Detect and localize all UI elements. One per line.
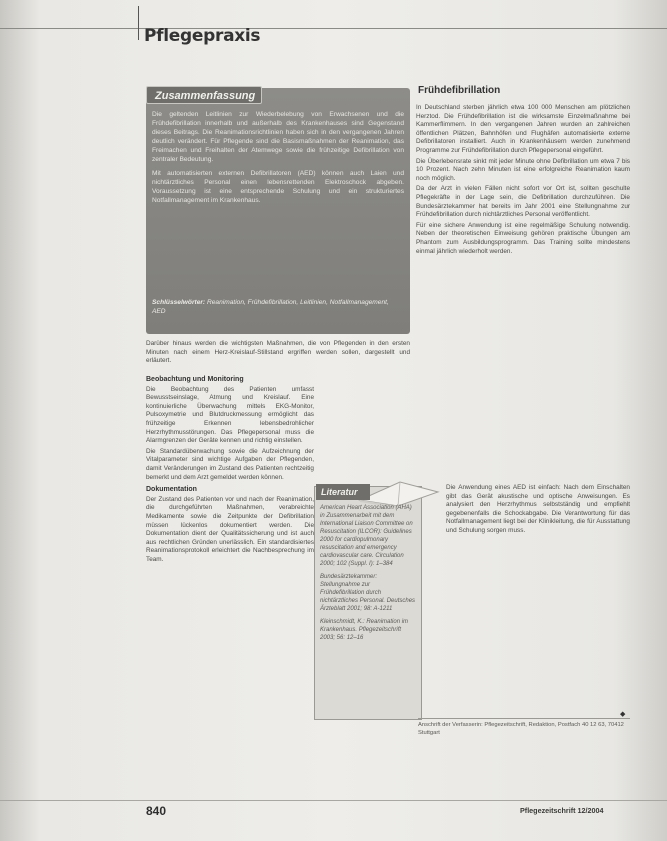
summary-paragraph: Mit automatisierten externen Defibrillatoren (AED) können auch Laien und nichtärztliches Personal einen lebensrettenden Elektroschock abgeben. Voraussetzung ist eine entsprechende Schulung und ein strukturiertes Notfallmanagement im Krankenhaus. (152, 170, 404, 204)
summary-text (152, 110, 404, 210)
summary-paragraph: Die geltenden Leitlinien zur Wiederbelebung von Erwachsenen und die Frühdefibrillation innerhalb und außerhalb des Krankenhauses sind Gegenstand dieses Beitrags. Die Reanimationsrichtlinien haben sich in den vergangenen Jahren deutlich verändert. Für Pflegende sind die Basismaßnahmen der Reanimation, das Freimachen und Freihalten der Atemwege sowie die frühzeitige Defibrillation von zentraler Bedeutung. (152, 111, 404, 163)
header-vertical-rule (138, 6, 139, 40)
paragraph: Für eine sichere Anwendung ist eine regelmäßige Schulung notwendig. Neben der theoretischen Einweisung gehören praktische Übungen am Phantom zum Ausbildungsprogramm. Das Training sollte mindestens einmal jährlich wiederholt werden. (416, 221, 630, 255)
keywords-list: Reanimation, Frühdefibrillation, Leitlinien, Notfallmanagement, AED (152, 299, 389, 315)
heading-documentation: Dokumentation (146, 486, 197, 494)
left-column (146, 372, 314, 566)
left-intro (146, 340, 410, 368)
header-rule (0, 28, 667, 29)
left-intro-text: Darüber hinaus werden die wichtigsten Maßnahmen, die von Pflegenden in den ersten Minuten nach einem Herz-Kreislauf-Stillstand ergriffen werden sollen, dargestellt und erläutert. (146, 340, 410, 365)
paragraph: Der Zustand des Patienten vor und nach der Reanimation, die durchgeführten Maßnahmen, verabreichte Medikamente sowie die Zeitpunkte der Defibrillation müssen lückenlos dokumentiert werden. Die Dokumentation dient der Qualitätssicherung und ist auch aus rechtlichen Gründen unerlässlich. Ein standardisiertes Reanimationsprotokoll erleichtert die Nachbesprechung im Team. (146, 495, 314, 563)
keywords (152, 298, 402, 316)
keywords-label: Schlüsselwörter: (152, 299, 206, 306)
page-number: 840 (146, 804, 167, 818)
paragraph: Die Beobachtung des Patienten umfasst Bewusstseinslage, Atmung und Kreislauf. Eine kontinuierliche Überwachung mittels EKG-Monitor, Pulsoxymetrie und Blutdruckmessung ermöglicht das frühzeitige Erkennen lebensbedrohlicher Herzrhythmusstörungen. Das Pflegepersonal muss die Alarmgrenzen der Geräte kennen und richtig einstellen. (146, 385, 314, 445)
summary-label: Zusammenfassung (146, 86, 262, 104)
paragraph: Die Anwendung eines AED ist einfach: Nach dem Einschalten gibt das Gerät akustische und optische Anweisungen. Es analysiert den Herzrhythmus selbstständig und empfiehlt gegebenenfalls die Schockabgabe. Die Verantwortung für das Notfallmanagement liegt bei der Klinikleitung, die für Ausstattung und Schulung sorgen muss. (446, 484, 630, 534)
right-column (416, 104, 630, 258)
right-column-title: Frühdefibrillation (418, 85, 501, 96)
literature-label: Literatur (316, 484, 370, 500)
literature-list (320, 504, 416, 647)
literature-item: American Heart Association (AHA) in Zusammenarbeit mit dem International Liaison Committee on Resuscitation (ILCOR): Guidelines 2000 for cardiopulmonary resuscitation and emergency cardiovascular care. Circulation 2000; 102 (Suppl. I): 1–384 (320, 505, 413, 567)
literature-item: Kleinschmidt, K.: Reanimation im Krankenhaus. Pflegezeitschrift 2003; 56: 12–16 (320, 619, 409, 641)
paragraph: Da der Arzt in vielen Fällen nicht sofort vor Ort ist, sollten geschulte Pflegekräfte in der Lage sein, die Defibrillation durchzuführen. Die Bundesärztekammer hat bereits im Jahr 2001 eine Stellungnahme zur Frühdefibrillation durch nichtärztliches Personal veröffentlicht. (416, 185, 630, 219)
footnote: Anschrift der Verfasserin: Pflegezeitschrift, Redaktion, Postfach 40 12 63, 70412 Stuttgart (418, 722, 624, 736)
paragraph: In Deutschland sterben jährlich etwa 100 000 Menschen am plötzlichen Herztod. Die Frühdefibrillation ist die wirksamste Einzelmaßnahme bei Kammerflimmern. In den vergangenen Jahren wurden an zahlreichen öffentlichen Plätzen, Bahnhöfen und Flughäfen automatisierte externe Defibrillatoren installiert. Auch in Krankenhäusern werden zunehmend Programme zur Frühdefibrillation durch Pflegepersonal eingeführt. (416, 104, 630, 154)
paragraph: Die Überlebensrate sinkt mit jeder Minute ohne Defibrillation um etwa 7 bis 10 Prozent. Nach zehn Minuten ist eine erfolgreiche Reanimation kaum noch möglich. (416, 157, 630, 182)
heading-monitoring: Beobachtung und Monitoring (146, 376, 244, 383)
journal-name: Pflegezeitschrift 12/2004 (520, 806, 604, 815)
section-title: Pflegepraxis (144, 26, 261, 46)
footnote-rule (418, 718, 630, 719)
paragraph: Die Standardüberwachung sowie die Aufzeichnung der Vitalparameter sind wichtige Aufgaben der Pflegenden, damit Veränderungen im Zustand des Patienten rechtzeitig bemerkt und dem Arzt gemeldet werden können. (146, 447, 314, 481)
end-mark-icon: ◆ (620, 711, 626, 718)
footer-rule (0, 800, 667, 801)
literature-item: Bundesärztekammer: Stellungnahme zur Frühdefibrillation durch nichtärztliches Personal. Deutsches Ärzteblatt 2001; 98: A-1211 (320, 574, 416, 612)
right-column-lower (446, 484, 630, 538)
